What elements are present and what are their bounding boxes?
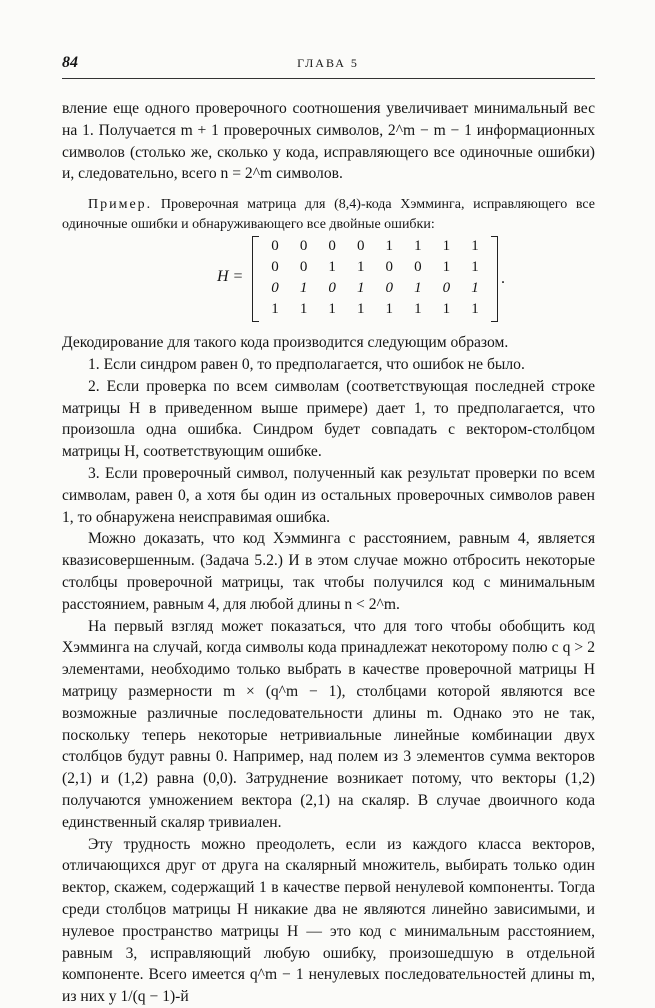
- matrix-cell: 1: [328, 301, 336, 318]
- page-number: 84: [62, 54, 78, 71]
- matrix-cell: 1: [471, 301, 479, 318]
- matrix-cell: 1: [442, 301, 451, 318]
- matrix-row: [253, 236, 497, 257]
- matrix-cell: 0: [385, 280, 393, 297]
- running-head: ГЛАВА 5: [297, 56, 359, 70]
- matrix-cell: 0: [271, 238, 279, 255]
- decoding-intro: Декодирование для такого кода производится следующим образом.: [62, 334, 509, 352]
- matrix-cell: 1: [471, 259, 479, 276]
- matrix-row: [253, 257, 497, 278]
- matrix-cell: 0: [414, 259, 422, 276]
- matrix-cell: 0: [271, 280, 279, 297]
- matrix-cell: 0: [328, 280, 336, 297]
- matrix-cell: 1: [328, 259, 336, 276]
- matrix-cell: 1: [299, 280, 308, 297]
- matrix-cell: 0: [299, 259, 308, 276]
- nonbinary-paragraph: На первый взгляд может показаться, что для того чтобы обобщить код Хэмминга на случай, когда символы кода принадлежат некоторому полю с q > 2 элементами, необходимо только выбрать в качестве проверочной матрицы H матрицу размерности m × (q^m − 1), столбцами которой являются все возможные различные последовательности длины m. Однако это не так, поскольку теперь некоторые нетривиальные линейные комбинации двух столбцов будут равны 0. Например, над полем из 3 элементов сумма векторов (2,1) и (1,2) равна (0,0). Затруднение возникает потому, что векторы (1,2) получаются умножением вектора (2,1) на скаляр. В случае двоичного кода единственный скаляр тривиален.: [62, 617, 595, 831]
- paragraph-continuation: вление еще одного проверочного соотношения увеличивает минимальный вес на 1. Получается m + 1 проверочных символов, 2^m − m − 1 информационных символов (столько же, сколько у кода, исправляющего все одиночные ошибки) и, следовательно, всего n = 2^m символов.: [62, 100, 595, 183]
- matrix-brackets: [252, 236, 498, 322]
- matrix-cell: 1: [271, 301, 279, 318]
- remedy-paragraph: Эту трудность можно преодолеть, если из каждого класса векторов, отличающихся друг от друга на скалярный множитель, выбирать только один вектор, скажем, содержащий 1 в качестве первой ненулевой компоненты. Тогда среди столбцов матрицы H никакие два не являются линейно зависимыми, и нулевое пространство матрицы H — это код с минимальным расстоянием, равным 3, исправляющий любую ошибку, произошедшую в отдельной компоненте. Всего имеется q^m − 1 ненулевых последовательностей длины m, из них у 1/(q − 1)-й: [62, 835, 595, 1006]
- matrix-cell: 0: [442, 280, 451, 297]
- header-rule: [62, 78, 595, 79]
- matrix-cell: 1: [442, 238, 451, 255]
- matrix-row: [253, 299, 497, 320]
- matrix-row: [253, 278, 497, 299]
- matrix-cell: 0: [299, 238, 308, 255]
- matrix-cell: 0: [328, 238, 336, 255]
- matrix-cell: 1: [356, 259, 365, 276]
- matrix-cell: 1: [414, 301, 422, 318]
- matrix-cell: 1: [356, 280, 365, 297]
- example-label: Пример.: [88, 197, 153, 213]
- matrix-cell: 0: [356, 238, 365, 255]
- matrix-cell: 1: [356, 301, 365, 318]
- parity-check-matrix: [62, 236, 595, 326]
- example-text: Проверочная матрица для (8,4)-кода Хэмминга, исправляющего все одиночные ошибки и обнаруживающего все двойные ошибки:: [62, 197, 595, 232]
- quasi-perfect-paragraph: Можно доказать, что код Хэмминга с расстоянием, равным 4, является квазисовершенным. (Задача 5.2.) И в этом случае можно отбросить некоторые столбцы проверочной матрицы, так чтобы получился код с минимальным расстоянием, равным 4, для любой длины n < 2^m.: [62, 530, 595, 613]
- decoding-rule-3: 3. Если проверочный символ, полученный как результат проверки по всем символам, равен 0, а хотя бы один из остальных проверочных символов равен 1, то обнаружена неисправимая ошибка.: [62, 464, 595, 526]
- page-header: [62, 52, 594, 76]
- matrix-cell: 1: [414, 280, 422, 297]
- decoding-rule-2: 2. Если проверка по всем символам (соответствующая последней строке матрицы H в приведенном выше примере) дает 1, то предполагается, что произошла одна ошибка. Синдром будет совпадать с вектором-столбцом матрицы H, соответствующим ошибке.: [62, 377, 595, 461]
- matrix-label: H =: [217, 268, 244, 286]
- decoding-rule-1: 1. Если синдром равен 0, то предполагается, что ошибок не было.: [88, 355, 525, 373]
- matrix-cell: 1: [471, 280, 479, 297]
- matrix-cell: 1: [299, 301, 308, 318]
- matrix-cell: 1: [385, 238, 393, 255]
- matrix-cell: 0: [385, 259, 393, 276]
- matrix-cell: 1: [471, 238, 479, 255]
- matrix-cell: 0: [271, 259, 279, 276]
- matrix-cell: 1: [442, 259, 451, 276]
- example-paragraph: [62, 195, 595, 234]
- matrix-cell: 1: [414, 238, 422, 255]
- matrix-trailing-dot: .: [501, 270, 505, 288]
- matrix-cell: 1: [385, 301, 393, 318]
- page-body: [62, 98, 595, 1008]
